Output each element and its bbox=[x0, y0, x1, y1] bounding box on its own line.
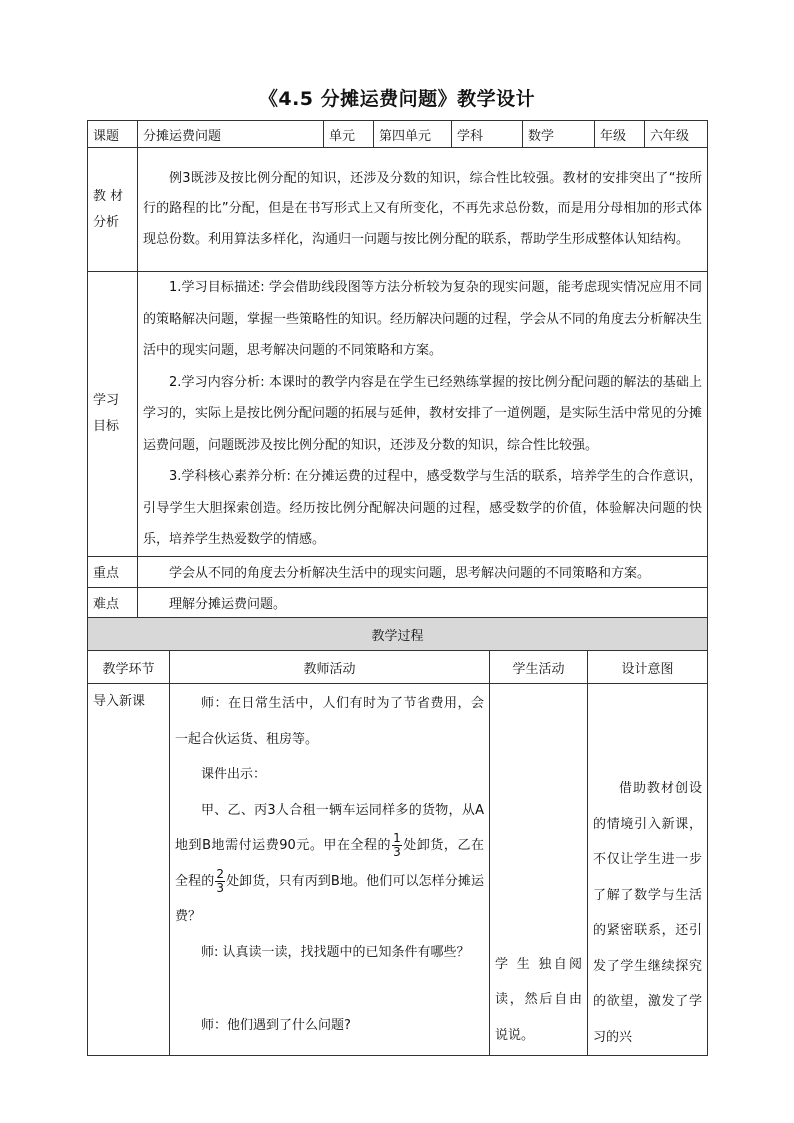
analysis-cell bbox=[138, 148, 708, 272]
column-stage: 教学环节 bbox=[88, 651, 170, 684]
teacher-para-4: 师: 认真读一读，找找题中的已知条件有哪些？ bbox=[201, 944, 470, 960]
objectives-cell bbox=[138, 272, 708, 557]
process-heading-row bbox=[88, 618, 708, 651]
teacher-para-3a: 甲、乙、丙3人合租一辆车运同样多的货物，从A地到B地需付运费90元。甲在全程的 bbox=[175, 802, 484, 853]
objectives-label-line1: 学习 bbox=[93, 392, 120, 408]
fraction-1-numerator: 1 bbox=[393, 831, 401, 845]
key-point-row bbox=[88, 556, 708, 587]
teacher-para-3c: 处卸货，只有丙到B地。他们可以怎样分摊运费？ bbox=[175, 873, 484, 924]
design-intent: 借助教材创设的情境引入新课，不仅让学生进一步了解了数学与生活的紧密联系，还引发了学生继续探究的欲望，激发了学习的兴 bbox=[593, 781, 703, 1045]
stage-cell: 导入新课 bbox=[88, 684, 170, 1056]
lesson-info-table bbox=[87, 120, 708, 619]
grade-value: 六年级 bbox=[645, 121, 708, 148]
difficulty-label: 难点 bbox=[88, 587, 138, 618]
fraction-1-denominator: 3 bbox=[393, 845, 401, 859]
objective-3: 3.学科核心素养分析: 在分摊运费的过程中，感受数学与生活的联系，培养学生的合作意识，引导学生大胆探索创造。经历按比例分配解决问题的过程，感受数学的价值，体验解决问题的快乐，培养学生热爱数学的情感。 bbox=[143, 469, 702, 547]
subject-label: 学科 bbox=[452, 121, 523, 148]
objective-1: 1.学习目标描述: 学会借助线段图等方法分析较为复杂的现实问题，能考虑现实情况应用不同的策略解决问题，掌握一些策略性的知识。经历解决问题的过程，学会从不同的角度去分析解决生活中的现实问题，思考解决问题的不同策略和方案。 bbox=[143, 280, 703, 358]
topic-label: 课题 bbox=[88, 121, 138, 148]
subject-value: 数学 bbox=[523, 121, 595, 148]
analysis-label-line2: 分析 bbox=[93, 214, 120, 230]
teacher-para-1: 师：在日常生活中，人们有时为了节省费用，会一起合伙运货、租房等。 bbox=[175, 696, 484, 747]
process-columns-row bbox=[88, 651, 708, 684]
unit-value: 第四单元 bbox=[374, 121, 452, 148]
key-point-cell bbox=[138, 556, 708, 587]
process-row-intro bbox=[88, 684, 708, 1056]
header-row bbox=[88, 121, 708, 148]
difficulty-row bbox=[88, 587, 708, 618]
analysis-text: 例3既涉及按比例分配的知识，还涉及分数的知识，综合性比较强。教材的安排突出了“按所行的路程的比”分配，但是在书写形式上又有所变化，不再先求总份数，而是用分母相加的形式体现总份数。利用算法多样化，沟通归一问题与按比例分配的联系，帮助学生形成整体认知结构。 bbox=[143, 170, 702, 247]
student-activity: 学 生 独自阅读，然后自由说说。 bbox=[495, 956, 582, 1043]
page-title: 《4.5 分摊运费问题》教学设计 bbox=[258, 88, 536, 110]
fraction-2-denominator: 3 bbox=[216, 880, 224, 895]
unit-label: 单元 bbox=[324, 121, 374, 148]
design-cell bbox=[588, 684, 708, 1056]
objectives-row bbox=[88, 272, 708, 557]
fraction-two-thirds bbox=[215, 868, 225, 895]
teacher-para-3b: 处卸货，乙在全程的 bbox=[175, 838, 484, 889]
fraction-one-third bbox=[392, 832, 402, 859]
objective-2: 2.学习内容分析: 本课时的教学内容是在学生已经熟练掌握的按比例分配问题的解法的基础上学习的，实际上是按比例分配问题的拓展与延伸，教材安排了一道例题，是实际生活中常见的分摊运费问题，问题既涉及按比例分配的知识，还涉及分数的知识，综合性比较强。 bbox=[143, 374, 703, 453]
key-point-text: 学会从不同的角度去分析解决生活中的现实问题，思考解决问题的不同策略和方案。 bbox=[169, 566, 651, 581]
analysis-row bbox=[88, 148, 708, 272]
teacher-para-2: 课件出示： bbox=[201, 767, 267, 782]
teacher-para-5: 师：他们遇到了什么问题? bbox=[201, 1018, 351, 1033]
student-cell bbox=[490, 684, 588, 1056]
objectives-label-line2: 目标 bbox=[93, 418, 120, 434]
fraction-2-numerator: 2 bbox=[216, 866, 224, 881]
topic-value: 分摊运费问题 bbox=[138, 121, 324, 148]
difficulty-cell bbox=[138, 587, 708, 618]
key-point-label: 重点 bbox=[88, 556, 138, 587]
teacher-cell bbox=[170, 684, 490, 1056]
column-student: 学生活动 bbox=[490, 651, 588, 684]
process-table bbox=[87, 617, 708, 1056]
teacher-para-3 bbox=[175, 793, 484, 935]
column-teacher: 教师活动 bbox=[170, 651, 490, 684]
grade-label: 年级 bbox=[595, 121, 645, 148]
objectives-label bbox=[88, 272, 138, 557]
process-heading: 教学过程 bbox=[88, 618, 708, 651]
analysis-label bbox=[88, 148, 138, 272]
analysis-label-line1: 教 材 bbox=[93, 188, 124, 204]
difficulty-text: 理解分摊运费问题。 bbox=[169, 597, 287, 612]
column-design: 设计意图 bbox=[588, 651, 708, 684]
